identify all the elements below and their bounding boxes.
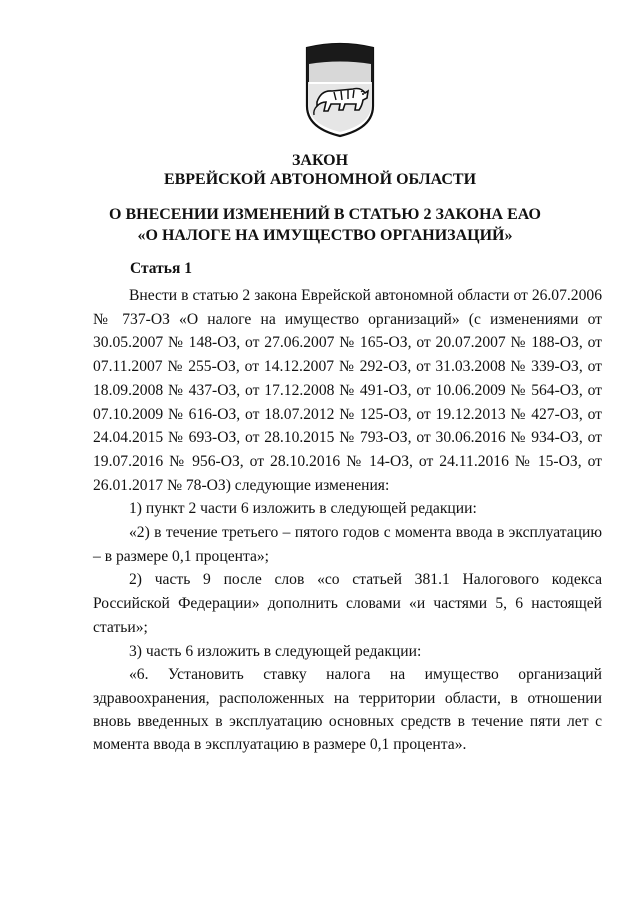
region-title: ЕВРЕЙСКОЙ АВТОНОМНОЙ ОБЛАСТИ xyxy=(163,171,477,188)
amendment-item-3: 3) часть 6 изложить в следующей редакции: xyxy=(129,642,422,660)
coat-of-arms-tiger-icon xyxy=(299,40,381,140)
intro-paragraph: Внести в статью 2 закона Еврейской автономной области от 26.07.2006 № 737-ОЗ «О налоге на имущество организаций» (с изменениями от 30.05.2007 № 148-ОЗ, от 27.06.2007 № 165-ОЗ, от 20.07.2007 № 188-ОЗ, от 07.11.2007 № 255-ОЗ, от 14.12.2007 № 292-ОЗ, от 31.03.2008 № 339-ОЗ, от 18.09.2008 № 437-ОЗ, от 17.12.2008 № 491-ОЗ, от 10.06.2009 № 564-ОЗ, от 07.10.2009 № 616-ОЗ, от 18.07.2012 № 125-ОЗ, от 19.12.2013 № 427-ОЗ, от 24.04.2015 № 693-ОЗ, от 28.10.2015 № 793-ОЗ, от 30.06.2016 № 934-ОЗ, от 19.07.2016 № 956-ОЗ, от 28.10.2016 № 14-ОЗ, от 24.11.2016 № 15-ОЗ, от 26.01.2017 № 78-ОЗ) следующие изменения: xyxy=(93,287,602,494)
article-heading: Статья 1 xyxy=(130,260,192,277)
document-type-title: ЗАКОН xyxy=(291,152,349,169)
law-subject-title: О ВНЕСЕНИИ ИЗМЕНЕНИЙ В СТАТЬЮ 2 ЗАКОНА ЕАО «О НАЛОГЕ НА ИМУЩЕСТВО ОРГАНИЗАЦИЙ» xyxy=(109,206,541,244)
amendment-item-3-text: «6. Установить ставку налога на имущество организаций здравоохранения, расположенных на территории области, в отношении вновь введенных в эксплуатацию основных средств в течение пяти лет с момента ввода в эксплуатацию в размере 0,1 процента». xyxy=(93,666,602,754)
amendment-item-1: 1) пункт 2 части 6 изложить в следующей редакции: xyxy=(129,500,477,518)
amendment-item-1-text: «2) в течение третьего – пятого годов с момента ввода в эксплуатацию – в размере 0,1 процента»; xyxy=(93,524,602,565)
article-body xyxy=(93,284,602,757)
amendment-item-2: 2) часть 9 после слов «со статьей 381.1 Налогового кодекса Российской Федерации» дополнить словами «и частями 5, 6 настоящей статьи»; xyxy=(93,571,602,636)
